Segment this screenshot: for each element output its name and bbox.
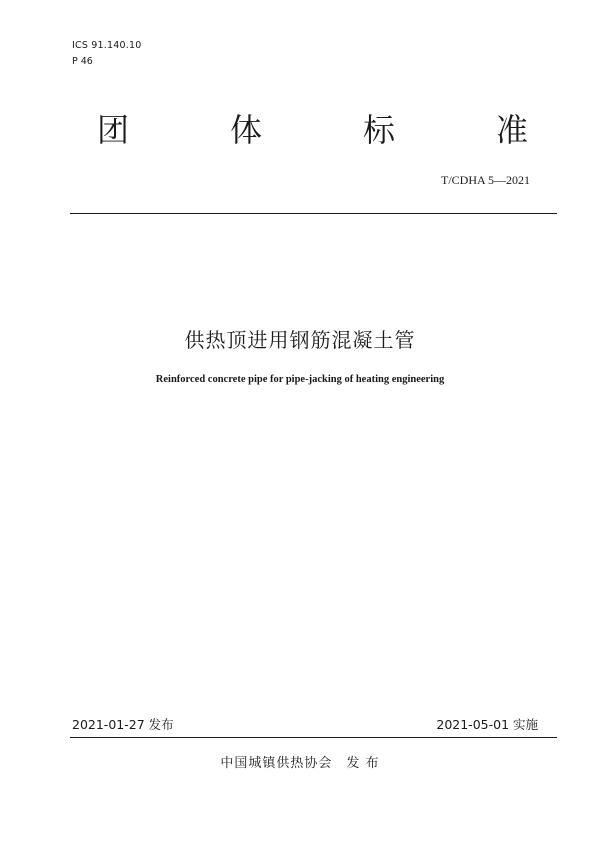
doc-type-char: 团 (97, 111, 130, 149)
bottom-divider (70, 737, 557, 738)
classification-code: P 46 (72, 56, 93, 67)
doc-type-char: 体 (230, 111, 263, 149)
publisher: 中国城镇供热协会 发 布 (220, 756, 380, 771)
chinese-title: 供热顶进用钢筋混凝土管 (184, 328, 416, 352)
implementation-date: 2021-05-01 实施 (436, 717, 538, 732)
issue-date: 2021-01-27 发布 (72, 717, 174, 732)
english-title: Reinforced concrete pipe for pipe-jacking of heating engineering (155, 374, 445, 385)
top-divider (70, 213, 557, 214)
standard-number: T/CDHA 5—2021 (440, 173, 530, 187)
doc-type-char: 准 (496, 111, 529, 149)
doc-type-char: 标 (363, 111, 396, 149)
ics-code: ICS 91.140.10 (72, 40, 142, 51)
